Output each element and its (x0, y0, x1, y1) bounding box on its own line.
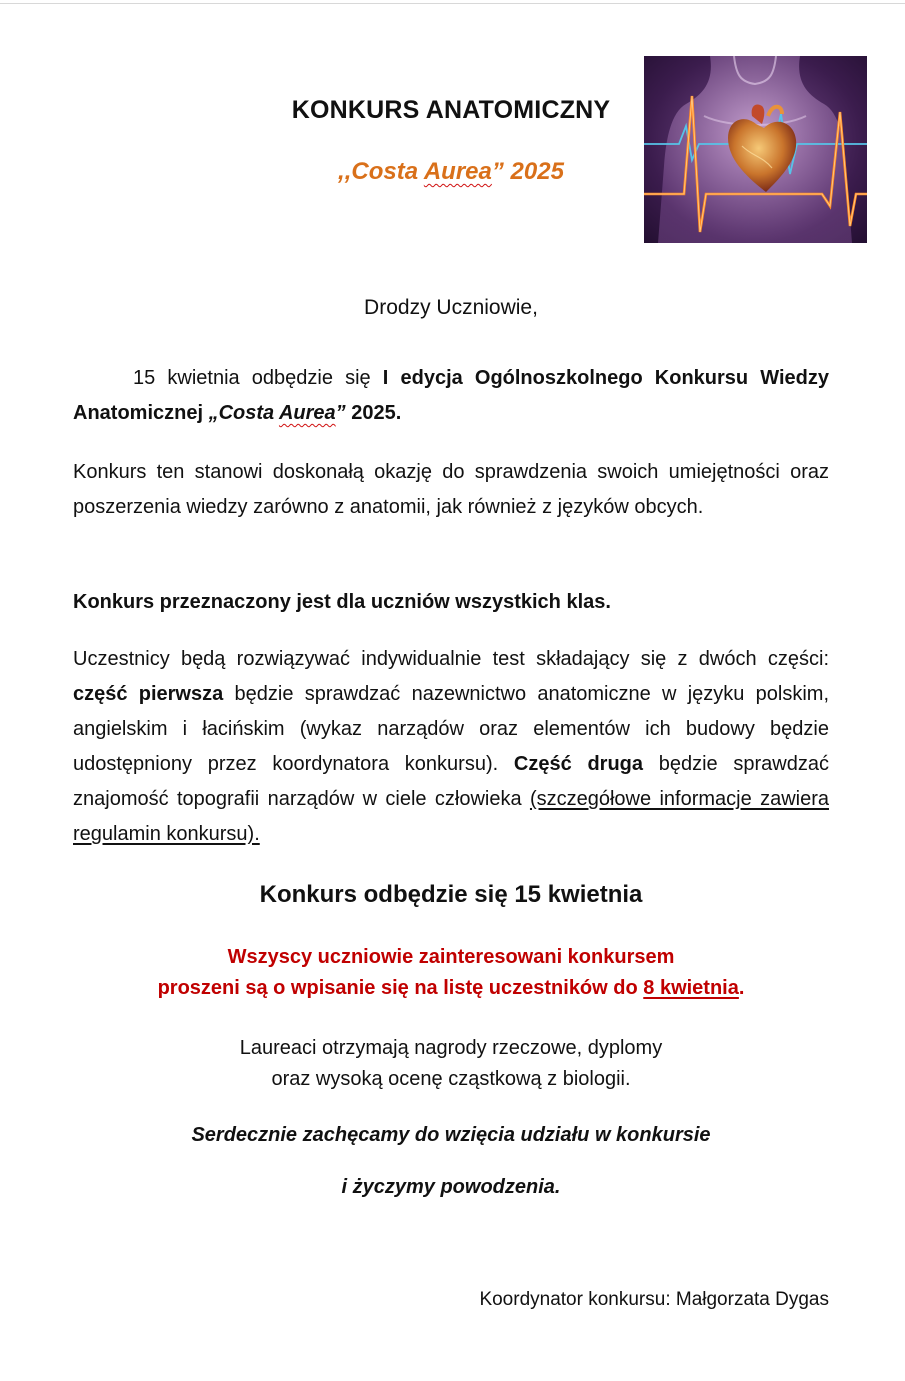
text-run: . (738, 977, 745, 999)
coordinator-signature: Koordynator konkursu: Małgorzata Dygas (479, 1289, 829, 1310)
signup-deadline: 8 kwietnia (643, 977, 739, 999)
invitation-line-2: i życzymy powodzenia. (341, 1176, 561, 1198)
description-paragraph: Konkurs ten stanowi doskonałą okazję do sprawdzenia swoich umiejętności oraz poszerzenia wiedzy zarówno z anatomii, jak również z języków obcych. (73, 461, 829, 518)
spellcheck-word: Aurea (423, 158, 492, 185)
subtitle-part: ,,Costa (338, 158, 424, 185)
eligibility-paragraph: Konkurs przeznaczony jest dla uczniów wszystkich klas. (73, 591, 611, 613)
regulations-note: (szczegółowe informacje zawiera regulamin konkursu). (73, 788, 829, 845)
part-two-label: Część druga (513, 753, 643, 775)
signup-line-2: proszeni są o wpisanie się na listę uczestników do (157, 977, 644, 999)
signup-line-1: Wszyscy uczniowie zainteresowani konkursem (227, 946, 675, 968)
rules-paragraph (73, 642, 829, 852)
invitation-line-1: Serdecznie zachęcamy do wzięcia udziału w konkursie (191, 1124, 711, 1146)
greeting: Drodzy Uczniowie, (364, 296, 538, 319)
intro-paragraph (73, 361, 829, 431)
spellcheck-word: Aurea (278, 402, 336, 424)
contest-name-italic: „Costa (208, 402, 279, 424)
contest-name: I edycja Ogólnoszkolnego Konkursu Wiedzy Anatomicznej (73, 367, 829, 424)
heart-anatomy-illustration (644, 56, 867, 243)
document-subtitle (273, 158, 629, 186)
signup-notice (73, 942, 829, 1004)
prizes-line-2: oraz wysoką ocenę cząstkową z biologii. (271, 1068, 631, 1090)
part-one-label: część pierwsza (73, 683, 224, 705)
page-top-border (0, 3, 905, 4)
prizes-notice (73, 1033, 829, 1095)
text-run: będzie sprawdzać znajomość topografii narządów w ciele człowieka (73, 753, 829, 810)
contest-name-italic: ” (335, 402, 346, 424)
document-title: KONKURS ANATOMICZNY (291, 96, 611, 124)
date-heading: Konkurs odbędzie się 15 kwietnia (259, 881, 643, 908)
contest-year: 2025. (345, 402, 402, 424)
subtitle-part: ” 2025 (491, 158, 564, 185)
text-run: będzie sprawdzać nazewnictwo anatomiczne w języku polskim, angielskim i łacińskim (wykaz narządów oraz elementów ich budowy będzie udostępniony przez koordynatora konkursu). (73, 683, 830, 775)
prizes-line-1: Laureaci otrzymają nagrody rzeczowe, dyplomy (239, 1037, 663, 1059)
text-run: 15 kwietnia odbędzie się (133, 367, 383, 389)
text-run: Uczestnicy będą rozwiązywać indywidualnie test składający się z dwóch części: (73, 648, 829, 670)
